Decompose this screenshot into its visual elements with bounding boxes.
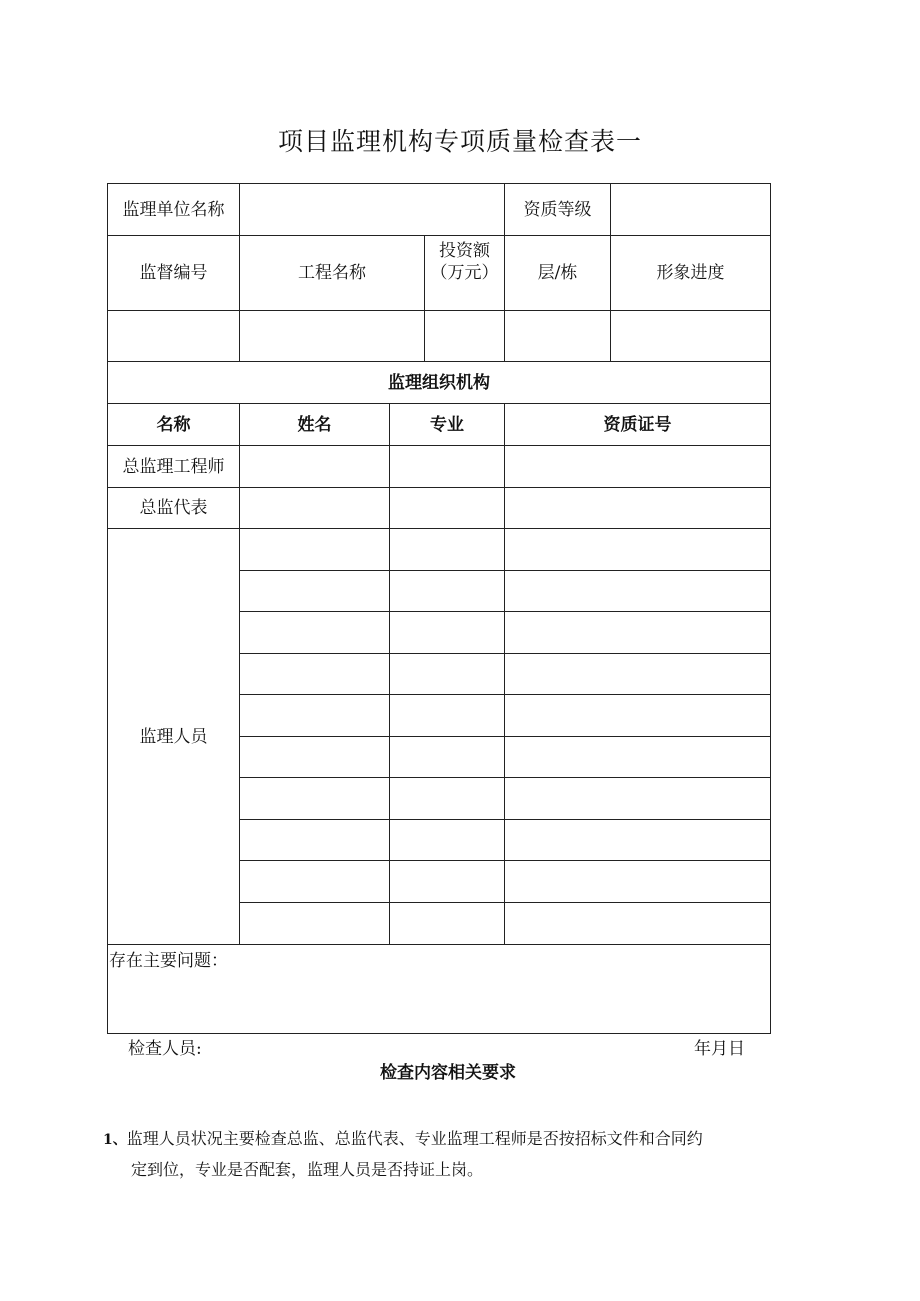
requirements-title: 检查内容相关要求 bbox=[380, 1063, 516, 1083]
row-label-staff: 监理人员 bbox=[139, 726, 208, 747]
requirement-item-1 bbox=[103, 1124, 803, 1185]
requirement-line-1: 监理人员状况主要检查总监、总监代表、专业监理工程师是否按招标文件和合同约 bbox=[126, 1129, 703, 1148]
floors-value[interactable] bbox=[505, 311, 610, 361]
org-col-person: 姓名 bbox=[297, 414, 332, 435]
progress-label: 形象进度 bbox=[656, 263, 725, 283]
project-name-value[interactable] bbox=[240, 311, 424, 361]
unit-name-label: 监理单位名称 bbox=[122, 199, 225, 220]
investment-label-line1: 投资额 bbox=[439, 241, 490, 261]
requirement-number: 1、 bbox=[103, 1132, 127, 1148]
org-col-name: 名称 bbox=[156, 414, 191, 435]
issues-content-area[interactable] bbox=[108, 972, 770, 1032]
floors-label: 层/栋 bbox=[537, 263, 578, 283]
org-col-certificate: 资质证号 bbox=[603, 414, 672, 435]
inspector-label: 检查人员: bbox=[128, 1039, 202, 1059]
org-section-title: 监理组织机构 bbox=[388, 372, 490, 393]
qualification-level-value[interactable] bbox=[611, 184, 770, 235]
unit-name-value[interactable] bbox=[240, 184, 504, 235]
page-title: 项目监理机构专项质量检查表一 bbox=[277, 127, 642, 156]
project-name-label: 工程名称 bbox=[298, 263, 366, 283]
requirement-line-2: 定到位，专业是否配套，监理人员是否持证上岗。 bbox=[131, 1160, 484, 1179]
progress-value[interactable] bbox=[611, 311, 770, 361]
qualification-level-label: 资质等级 bbox=[523, 199, 592, 220]
org-col-specialty: 专业 bbox=[430, 414, 464, 435]
investment-value[interactable] bbox=[425, 311, 504, 361]
issues-label: 存在主要问题： bbox=[109, 951, 228, 971]
supervision-no-label: 监督编号 bbox=[139, 263, 208, 283]
row-label-chief-rep: 总监代表 bbox=[139, 498, 208, 518]
investment-label bbox=[425, 236, 504, 288]
investment-label-line2: （万元） bbox=[430, 263, 499, 283]
supervision-no-value[interactable] bbox=[108, 311, 239, 361]
date-label: 年月日 bbox=[694, 1039, 745, 1059]
row-label-chief-engineer: 总监理工程师 bbox=[122, 456, 225, 477]
